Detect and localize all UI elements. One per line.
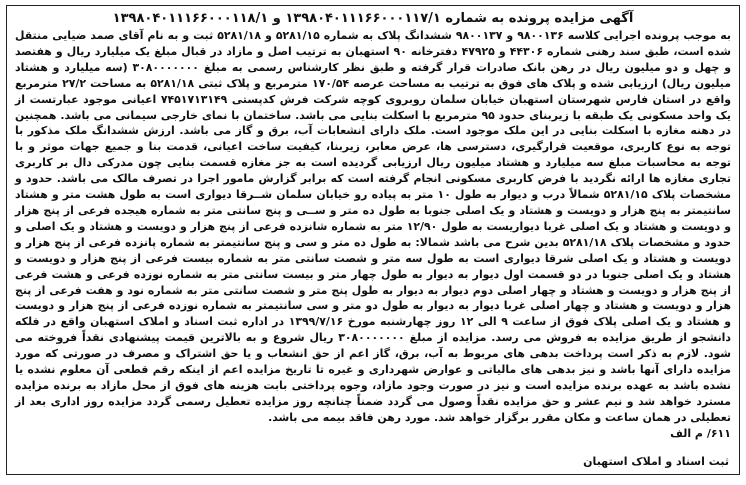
notice-reference: ۶۱۱/ م الف bbox=[670, 426, 731, 440]
auction-notice bbox=[6, 5, 740, 475]
notice-signature: ثبت اسناد و املاک استهبان bbox=[583, 455, 729, 468]
notice-title: آگهی مزایده پرونده به شماره ۱۳۹۸۰۴۰۱۱۱۶۶۰۰۰۱۱۷/۱ و ۱۳۹۸۰۴۰۱۱۱۶۶۰۰۰۱۱۸/۱ bbox=[112, 11, 634, 26]
notice-body: به موجب پرونده اجرایی کلاسه ۹۸۰۰۱۳۶ و ۹۸۰۰۱۳۷ ششدانگ پلاک به شماره ۵۲۸۱/۱۵ و ۵۲۸۱/۱۸ ثبت و به نام آقای صمد ضیایی منتقل شده است، طبق سند رهنی شماره ۴۴۳۰۶ و ۴۷۹۲۵ دفترخانه ۹۰ استهبان به ترتیب اصل و مازاد در قبال مبلغ یک میلیارد ریال و هفتصد و چهل و دو میلیون ریال در رهن بانک صادرات قرار گرفته و طبق نظر کارشناس رسمی به مبلغ ۳۰۸۰۰۰۰۰۰۰ (سه میلیارد و هشتاد میلیون ریال) ارزیابی شده و پلاک های فوق به ترتیب به مساحت عرصه ۱۷۰/۵۴ مترمربع و پلاک ثبتی ۵۲۸۱/۱۸ به مساحت ۲۷/۲ مترمربع واقع در استان فارس شهرستان استهبان خیابان سلمان روبروی کوچه شرکت فرش کدپستی ۷۴۵۱۷۱۳۱۴۹ اعیانی موجود عبارتست از یک واحد مسکونی یک طبقه با زیربنای حدود ۹۵ مترمربع با اسکلت بنایی می باشد. ساختمان با نمای خارجی سیمانی می باشد. همچنین در دهنه مغازه با اسکلت بنایی در این ملک موجود است. ملک دارای انشعابات آب، برق و گاز می باشد. ارزش ششدانگ ملک مذکور با توجه به نوع کاربری، موقعیت قرارگیری، دسترسی ها، عرض معابر، زیربنا، کیفیت ساخت اعیانی، قدمت بنا و جمیع جهات موثر و با توجه به محاسبات مبلغ سه میلیارد و هشتاد میلیون ریال ارزیابی گردیده است به جز مغازه قسمت بنایی چون مدرکی دال بر کاربری تجاری مغازه ها ارائه نگردید با فرض کاربری مسکونی انجام گرفته است که برابر گزارش مامور اجرا در تصرف مالک می باشد. حدود و مشخصات پلاک ۵۲۸۱/۱۵ شمالاً درب و دیوار به طول ۱۰ متر به پیاده رو خیابان سلمان شــرقا دیواری است به طول هشت متر و هشتاد سانتیمتر به پنج هزار و دویست و هشتاد و یک اصلی جنوبا به طول ده متر و ســی و پنج سانتی متر به شماره هیجده فرعی از پنج هزار و دویست و هشتاد و یک اصلی غربا دیواریست به طول ۱۲/۹۰ متر به شماره شانزده فرعی از پنج هزار و دویست و هشتاد و یک اصلی و حدود و مشخصات پلاک ۵۲۸۱/۱۸ بدین شرح می باشد شمالا: به طول ده متر و سی و پنج سانتیمتر به شماره پانزده فرعی از پنج هزار و دویست و هشتاد و یک اصلی شرقا دیواری است به طول سه متر و شصت سانتی متر به شماره بیست فرعی از پنج هزار و دویست و هشتاد و یک اصلی جنوبا در دو قسمت اول دیوار به دیوار به طول چهار متر و بیست سانتی متر به شماره نوزده فرعی و هشت فرعی از پنج هزار و دویست و هشتاد و چهار اصلی دوم دیوار به دیوار به طول پنج متر و شصت سانتی متر به شماره نود و هفت فرعی از پنج هزار و دویست و هشتاد و چهار اصلی غربا دیوار به دیوار به طول دو متر و سی سانتیمتر به شماره نوزده فرعی از پنج هزار و دویست و هشتاد و یک اصلی پلاک فوق از ساعت ۹ الی ۱۲ روز چهارشنبه مورخ ۱۳۹۹/۷/۱۶ در اداره ثبت اسناد و املاک استهبان واقع در فلکه دانشجو از طریق مزایده به فروش می رسد. مزایده از مبلغ ۳۰۸۰۰۰۰۰۰۰ ریال شروع و به بالاترین قیمت پیشنهادی نقداً فروخته می شود. لازم به ذکر است پرداخت بدهی های مربوط به آب، برق، گاز اعم از حق انشعاب و یا حق اشتراک و مصرف در صورتی که مورد مزایده دارای آنها باشد و نیز بدهی های مالیاتی و عوارض شهرداری و غیره تا تاریخ مزایده اعم از اینکه رقم قطعی آن معلوم نشده یا نشده باشد به عهده برنده مزایده است و نیز در صورت وجود مازاد، وجوه پرداختی بابت هزینه های فوق از محل مازاد به برنده مزایده مسترد خواهد شد و نیم عشر و حق مزایده نقداً وصول می گردد ضمناً چنانچه روز مزایده تعطیل رسمی گردد مزایده روز اداری بعد از تعطیلی در همان ساعت و مکان مقرر برگزار خواهد شد. مورد رهن فاقد بیمه می باشد. bbox=[15, 29, 732, 424]
